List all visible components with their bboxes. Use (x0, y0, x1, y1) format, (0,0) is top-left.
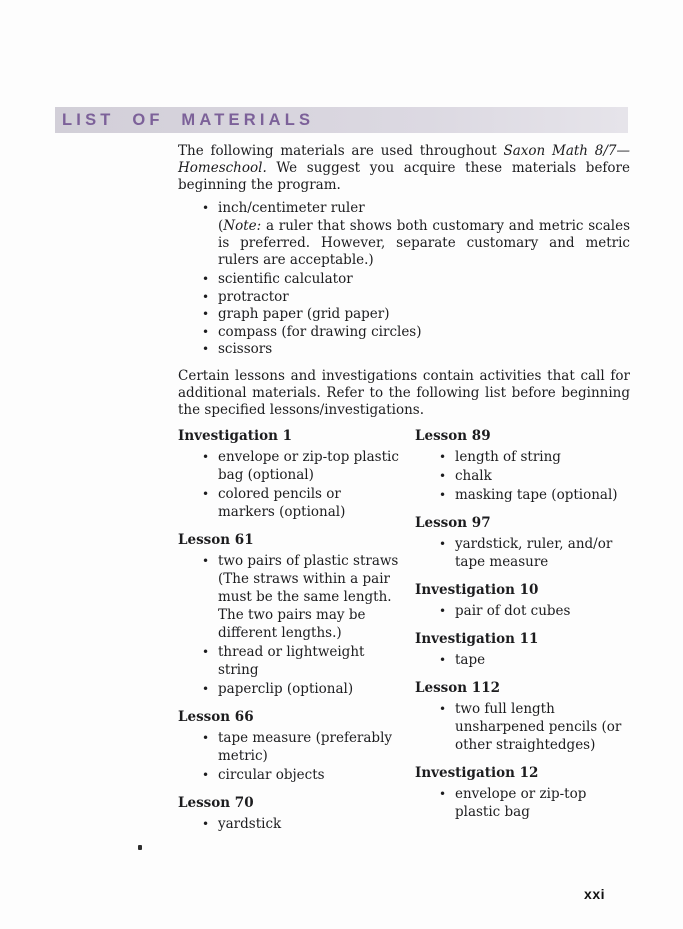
list-item-text: yardstick, ruler, and/or tape measure (455, 536, 613, 570)
list-item-ruler (178, 200, 630, 217)
list-item (178, 729, 400, 765)
section-heading: Investigation 11 (415, 631, 539, 647)
list-item-text: paperclip (optional) (218, 681, 354, 697)
list-item (178, 766, 400, 784)
section-lesson-70 (178, 794, 400, 833)
list-item (178, 552, 400, 642)
list-item-text: envelope or zip-top plastic bag (455, 786, 587, 820)
intro-paragraph (178, 143, 630, 194)
list-item-graph-paper (178, 306, 630, 323)
note-open: ( (218, 218, 224, 234)
left-column (178, 427, 400, 834)
section-heading: Lesson 112 (415, 680, 500, 696)
bullet-icon: • (202, 682, 210, 696)
bullet-icon: • (439, 787, 447, 801)
list-item-text: envelope or zip-top plastic bag (optional) (218, 449, 399, 483)
section-lesson-61 (178, 531, 400, 698)
section-lesson-112 (415, 679, 630, 754)
list-item (178, 485, 400, 521)
list-item (415, 448, 630, 466)
bullet-icon: • (439, 450, 447, 464)
page-number: xxi (584, 886, 605, 902)
list-item-text: tape (455, 652, 486, 668)
section-lesson-89 (415, 427, 630, 504)
bullet-icon: • (202, 487, 210, 501)
book-title-italic: Saxon Math 8/7—Homeschool. (178, 143, 630, 176)
section-heading: Investigation 12 (415, 765, 539, 781)
section-heading: Investigation 10 (415, 582, 539, 598)
section-heading: Lesson 70 (178, 795, 254, 811)
bullet-icon: • (202, 289, 210, 304)
bullet-icon: • (439, 604, 447, 618)
list-item-text: circular objects (218, 767, 325, 783)
list-item (415, 700, 630, 754)
section-lesson-97 (415, 514, 630, 571)
section-heading: Lesson 97 (415, 515, 491, 531)
list-item-text: compass (for drawing circles) (218, 323, 422, 340)
bullet-icon: • (202, 645, 210, 659)
section-heading: Lesson 61 (178, 532, 254, 548)
list-item-text: colored pencils or markers (optional) (218, 486, 346, 520)
bullet-icon: • (439, 537, 447, 551)
scan-speck (138, 845, 142, 850)
list-item-text: scientific calculator (218, 271, 353, 287)
bullet-icon: • (202, 731, 210, 745)
list-item-text: pair of dot cubes (455, 603, 571, 619)
list-item-text: thread or lightweight string (218, 644, 365, 678)
list-item-text: length of string (455, 449, 561, 465)
section-heading: Investigation 1 (178, 428, 292, 444)
list-item (415, 785, 630, 821)
list-item-calculator (178, 271, 630, 288)
section-heading: Lesson 89 (415, 428, 491, 444)
lesson-columns (178, 427, 630, 834)
list-item (178, 815, 400, 833)
bullet-icon: • (439, 702, 447, 716)
list-item (415, 535, 630, 571)
list-item (415, 651, 630, 669)
section-header-bar (55, 107, 628, 133)
bullet-icon: • (439, 488, 447, 502)
bullet-icon: • (202, 768, 210, 782)
list-item-text: two pairs of plastic straws (The straws within a pair must be the same length. The two pairs may be different lengths.) (218, 553, 399, 641)
list-item-text: inch/centimeter ruler (218, 200, 365, 216)
list-item-text: protractor (218, 288, 289, 305)
intro-text-2: We suggest you acquire these materials before beginning the program. (178, 160, 630, 193)
bullet-icon: • (202, 307, 210, 321)
section-investigation-10 (415, 581, 630, 620)
bullet-icon: • (202, 554, 210, 568)
list-item (415, 467, 630, 485)
section-investigation-12 (415, 764, 630, 821)
list-item-compass (178, 324, 630, 341)
list-item-text: tape measure (preferably metric) (218, 730, 393, 764)
section-investigation-11 (415, 630, 630, 669)
list-item-text: scissors (218, 341, 273, 357)
bullet-icon: • (439, 653, 447, 667)
page-content (178, 143, 630, 834)
list-item-text: chalk (455, 468, 492, 484)
bullet-icon: • (202, 201, 210, 215)
bullet-icon: • (202, 450, 210, 464)
list-item-protractor (178, 289, 630, 306)
list-item-text: yardstick (218, 816, 282, 832)
section-investigation-1 (178, 427, 400, 521)
bullet-icon: • (202, 324, 210, 339)
intro-text-1: The following materials are used throughout (178, 143, 504, 159)
list-item (415, 602, 630, 620)
list-item-scissors (178, 341, 630, 358)
list-item (178, 448, 400, 484)
right-column (415, 427, 630, 834)
page-title: LIST OF MATERIALS (62, 110, 315, 129)
list-item (178, 680, 400, 698)
list-item (178, 643, 400, 679)
note-text: a ruler that shows both customary and metric scales is preferred. However, separate customary and metric rulers are acceptable.) (218, 218, 630, 268)
bullet-icon: • (202, 272, 210, 286)
ruler-note (218, 218, 630, 269)
list-item (415, 486, 630, 504)
materials-list (178, 200, 630, 358)
note-italic: Note: (223, 218, 262, 234)
section-heading: Lesson 66 (178, 709, 254, 725)
bullet-icon: • (202, 342, 210, 356)
list-item-text: masking tape (optional) (455, 487, 618, 503)
additional-materials-paragraph: Certain lessons and investigations contain activities that call for additional materials. Refer to the following list before beginning the specified lessons/investigations. (178, 368, 630, 418)
section-lesson-66 (178, 708, 400, 784)
bullet-icon: • (439, 469, 447, 483)
bullet-icon: • (202, 817, 210, 831)
list-item-text: two full length unsharpened pencils (or other straightedges) (455, 701, 622, 753)
list-item-text: graph paper (grid paper) (218, 306, 390, 322)
